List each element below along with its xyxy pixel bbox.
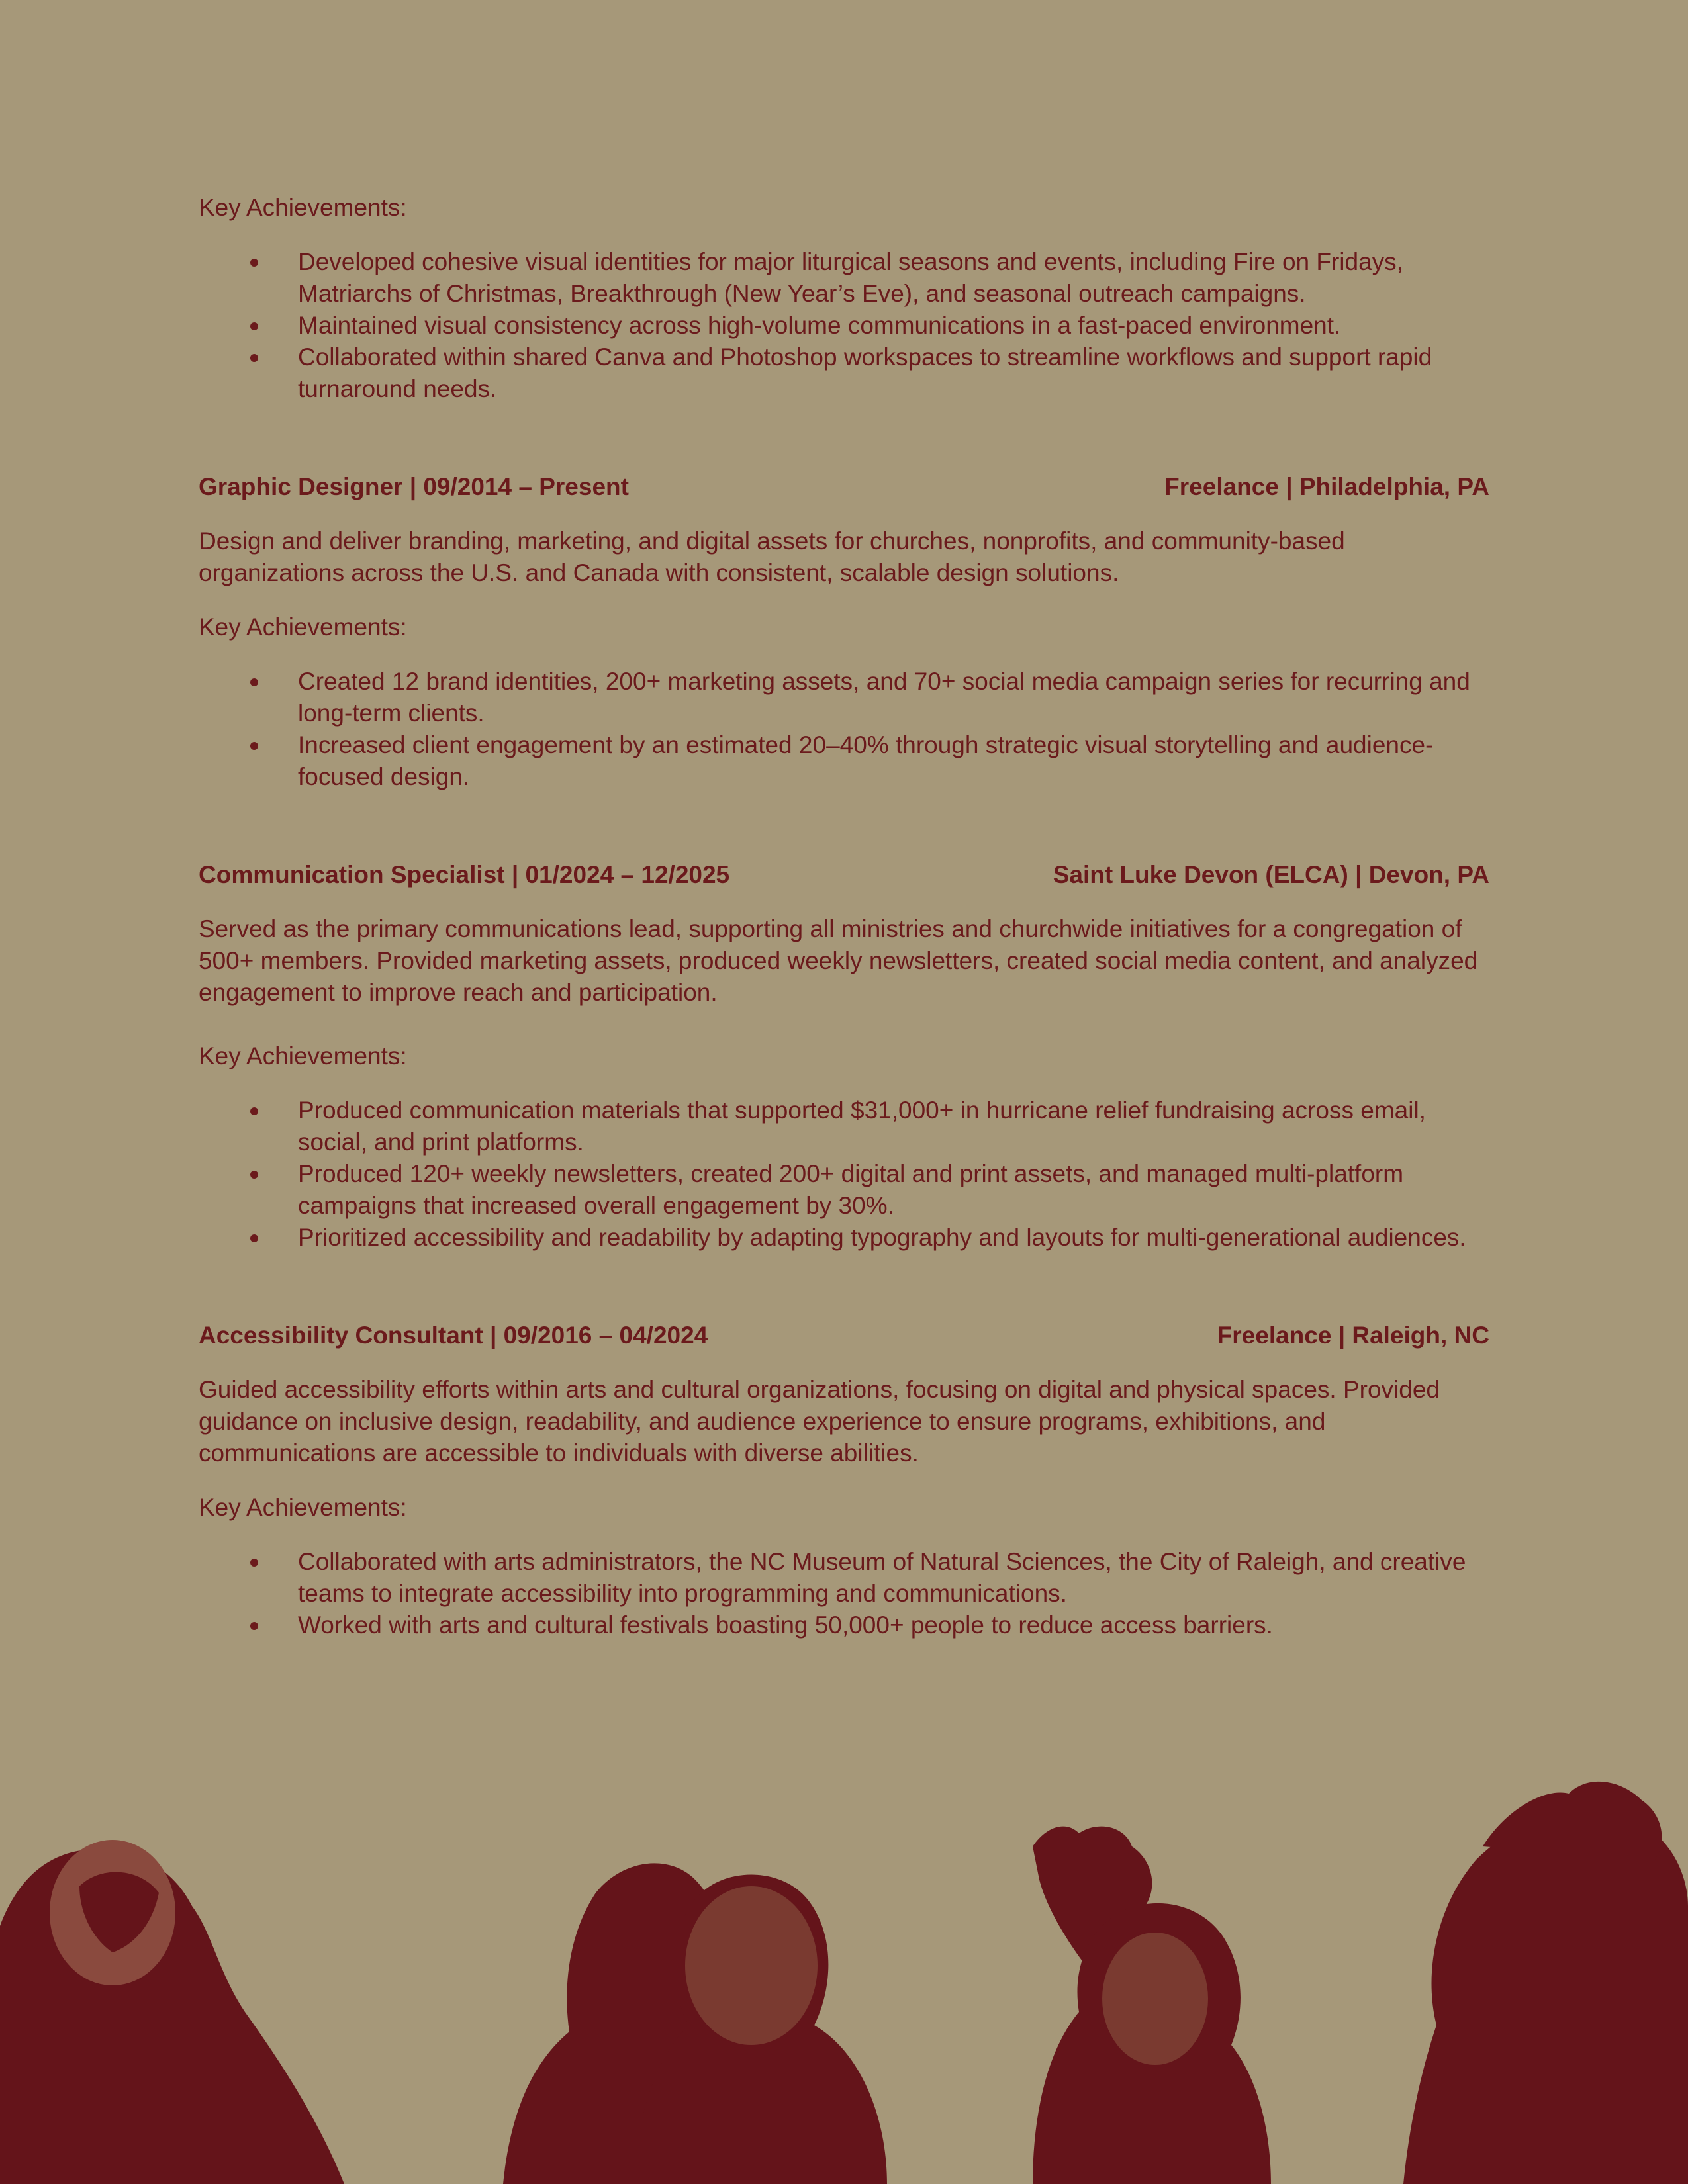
- people-illustration: [0, 1774, 1688, 2184]
- list-item: Worked with arts and cultural festivals boasting 50,000+ people to reduce access barriers.: [298, 1610, 1489, 1641]
- key-achievements-label: Key Achievements:: [199, 194, 407, 221]
- list-item: Created 12 brand identities, 200+ marketing assets, and 70+ social media campaign series for recurring and long-term clients.: [298, 666, 1489, 729]
- job-graphic-designer: [199, 471, 1489, 793]
- person-silhouette: [1102, 1933, 1208, 2065]
- resume-content: [199, 192, 1489, 1641]
- job-description: Design and deliver branding, marketing, and digital assets for churches, nonprofits, and community-based organizations across the U.S. and Canada with consistent, scalable design solutions.: [199, 527, 1345, 586]
- job-location: Freelance | Raleigh, NC: [1217, 1322, 1489, 1349]
- list-item: Prioritized accessibility and readability by adapting typography and layouts for multi-generational audiences.: [298, 1222, 1489, 1253]
- job-location: Freelance | Philadelphia, PA: [1164, 473, 1489, 500]
- job-accessibility-consultant: [199, 1320, 1489, 1641]
- intro-achievements: [199, 192, 1489, 405]
- achievements-list: [199, 1546, 1489, 1641]
- job-description: Guided accessibility efforts within arts and cultural organizations, focusing on digital and physical spaces. Provided guidance on inclusive design, readability, and audience experience to ensure programs, exhibitions, and communications are accessible to individuals with diverse abilities.: [199, 1376, 1440, 1467]
- list-item: Produced communication materials that supported $31,000+ in hurricane relief fundraising across email, social, and print platforms.: [298, 1095, 1489, 1158]
- achievements-list: [199, 1095, 1489, 1253]
- job-title: Graphic Designer | 09/2014 – Present: [199, 473, 629, 500]
- achievements-list: [199, 666, 1489, 793]
- list-item: Collaborated with arts administrators, the NC Museum of Natural Sciences, the City of Raleigh, and creative teams to integrate accessibility into programming and communications.: [298, 1546, 1489, 1610]
- person-silhouette: [1403, 1811, 1688, 2184]
- job-header: [199, 859, 1489, 891]
- key-achievements-label: Key Achievements:: [199, 614, 407, 641]
- job-location: Saint Luke Devon (ELCA) | Devon, PA: [1053, 861, 1489, 888]
- achievements-list: [199, 246, 1489, 405]
- list-item: Developed cohesive visual identities for major liturgical seasons and events, including Fire on Fridays, Matriarchs of Christmas, Breakthrough (New Year’s Eve), and seasonal outreach campaigns.: [298, 246, 1489, 310]
- key-achievements-label: Key Achievements:: [199, 1042, 407, 1069]
- job-header: [199, 1320, 1489, 1351]
- job-title: Accessibility Consultant | 09/2016 – 04/2024: [199, 1322, 708, 1349]
- person-silhouette: [685, 1886, 818, 2045]
- list-item: Collaborated within shared Canva and Photoshop workspaces to streamline workflows and support rapid turnaround needs.: [298, 341, 1489, 405]
- person-silhouette: [1483, 1782, 1662, 1860]
- list-item: Maintained visual consistency across high-volume communications in a fast-paced environment.: [298, 310, 1489, 341]
- list-item: Produced 120+ weekly newsletters, created 200+ digital and print assets, and managed multi-platform campaigns that increased overall engagement by 30%.: [298, 1158, 1489, 1222]
- key-achievements-label: Key Achievements:: [199, 1494, 407, 1521]
- job-communication-specialist: [199, 859, 1489, 1253]
- job-header: [199, 471, 1489, 503]
- job-description: Served as the primary communications lead, supporting all ministries and churchwide initiatives for a congregation of 500+ members. Provided marketing assets, produced weekly newsletters, created social media content, and analyzed engagement to improve reach and participation.: [199, 915, 1478, 1006]
- job-title: Communication Specialist | 01/2024 – 12/2025: [199, 861, 730, 888]
- list-item: Increased client engagement by an estimated 20–40% through strategic visual storytelling and audience-focused design.: [298, 729, 1489, 793]
